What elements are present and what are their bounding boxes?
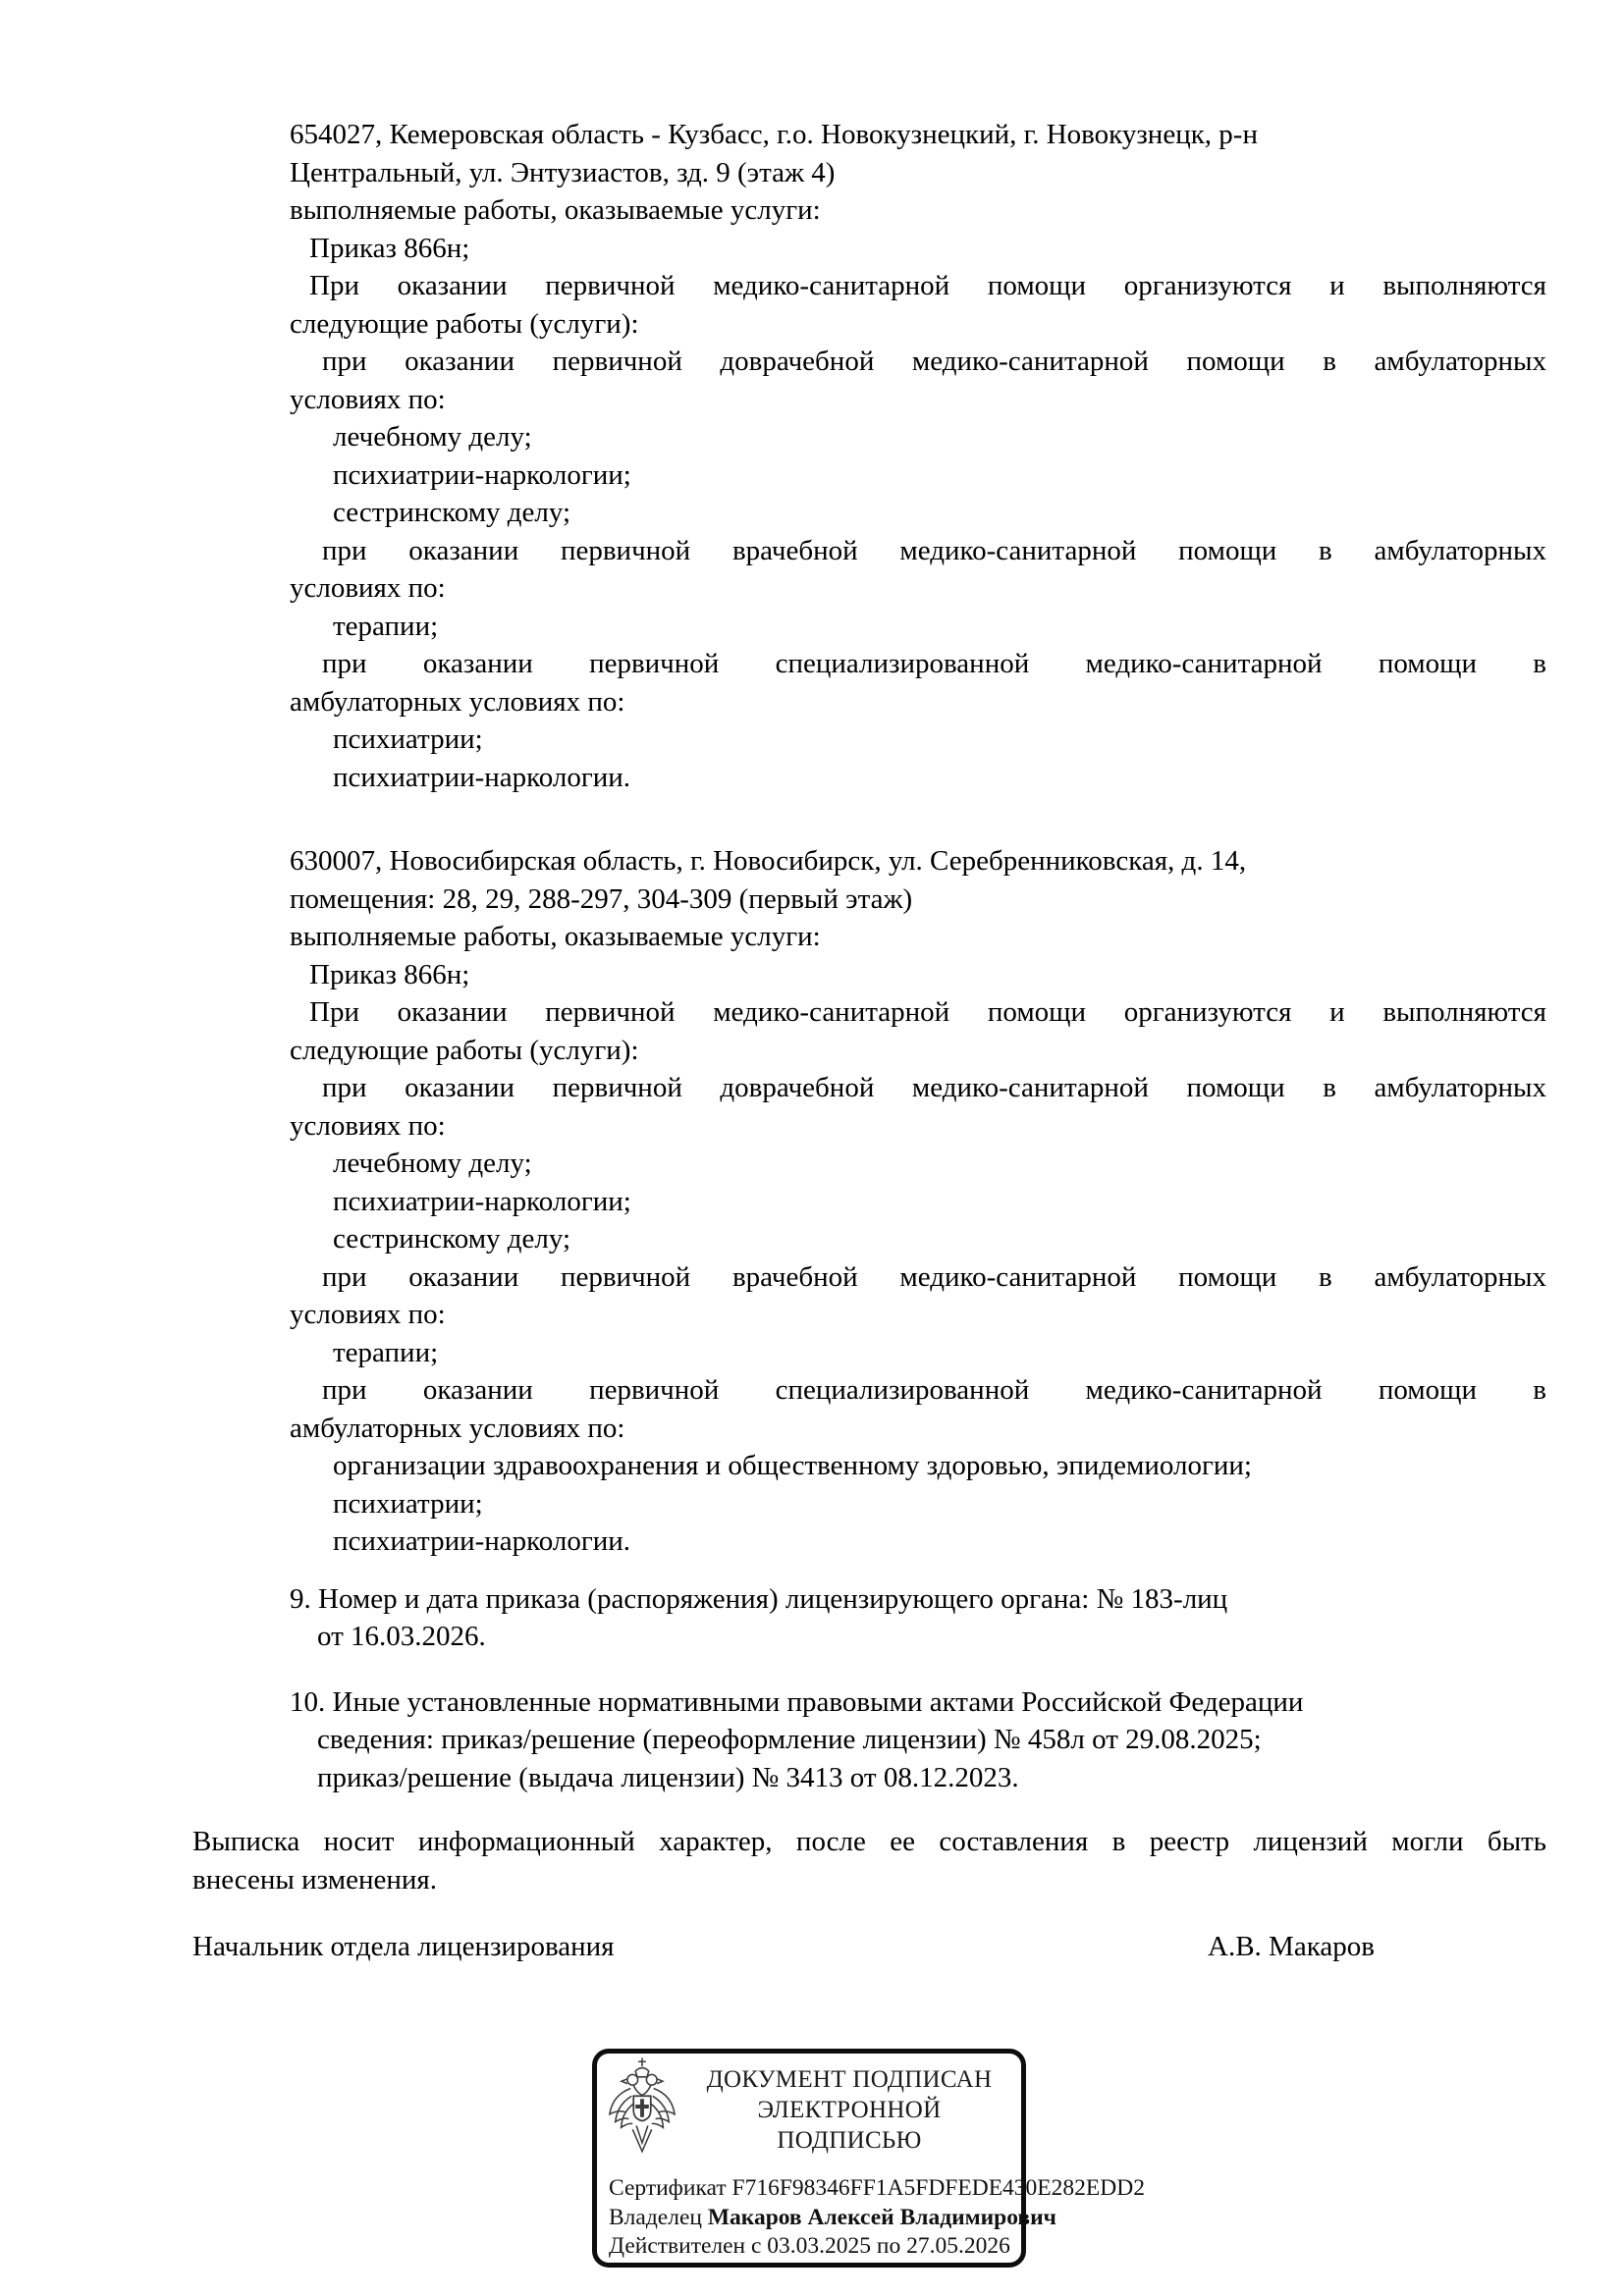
owner-line — [609, 2204, 1056, 2233]
text-line: сестринскому делу; — [333, 1223, 571, 1255]
text-line: условиях по: — [290, 572, 446, 604]
certificate-line — [609, 2174, 1145, 2204]
stamp-header — [607, 2060, 1011, 2163]
vertical-gap — [192, 796, 1546, 842]
signature-row — [192, 1928, 1546, 1967]
owner-name: Макаров Алексей Владимирович — [707, 2204, 1056, 2230]
item-9-order-number — [192, 1580, 1546, 1656]
text-line: при оказании первичной специализированной медико-санитарной помощи в — [322, 648, 1546, 679]
text-line: выполняемые работы, оказываемые услуги: — [290, 194, 821, 226]
text-line: сестринскому делу; — [333, 497, 571, 528]
text-line: психиатрии-наркологии; — [333, 1185, 631, 1217]
text-line: приказ/решение (выдача лицензии) № 3413 от 08.12.2023. — [317, 1761, 1019, 1793]
text-line: условиях по: — [290, 1299, 446, 1330]
text-line: 654027, Кемеровская область - Кузбасс, г.о. Новокузнецкий, г. Новокузнецк, р-н — [290, 119, 1258, 150]
text-line: Приказ 866н; — [309, 958, 470, 990]
text-line: помещения: 28, 29, 288-297, 304-309 (первый этаж) — [290, 882, 913, 915]
text-line: психиатрии-наркологии. — [333, 1525, 631, 1557]
text-line: при оказании первичной доврачебной медико-санитарной помощи в амбулаторных — [322, 346, 1546, 377]
text-line: психиатрии-наркологии. — [333, 761, 631, 793]
text-line: при оказании первичной врачебной медико-санитарной помощи в амбулаторных — [322, 1260, 1546, 1293]
digital-signature-stamp — [592, 2049, 1145, 2268]
stamp-title-line-2: ЭЛЕКТРОННОЙ ПОДПИСЬЮ — [757, 2096, 942, 2154]
stamp-title — [687, 2064, 1011, 2156]
text-line: 10. Иные установленные нормативными правовыми актами Российской Федерации — [290, 1685, 1304, 1718]
item-10-other-info — [192, 1683, 1546, 1797]
text-line: организации здравоохранения и общественному здоровью, эпидемиологии; — [333, 1450, 1252, 1481]
vertical-gap — [192, 1561, 1546, 1580]
section-address-kemerovo — [192, 116, 1546, 796]
text-line: 630007, Новосибирская область, г. Новосибирск, ул. Серебренниковская, д. 14, — [290, 845, 1247, 877]
text-line: амбулаторных условиях по: — [290, 685, 625, 718]
stamp-details — [609, 2174, 1145, 2262]
text-line: внесены изменения. — [192, 1863, 437, 1896]
validity-line: Действителен с 03.03.2025 по 27.05.2026 — [609, 2233, 1010, 2259]
text-line: выполняемые работы, оказываемые услуги: — [290, 921, 821, 952]
text-line: при оказании первичной специализированной медико-санитарной помощи в — [322, 1374, 1546, 1406]
vertical-gap — [192, 1796, 1546, 1823]
text-line: условиях по: — [290, 383, 446, 415]
certificate-value: F716F98346FF1A5FDFEDE430E282EDD2 — [731, 2175, 1145, 2201]
text-line: При оказании первичной медико-санитарной помощи организуются и выполняются — [309, 996, 1546, 1028]
text-line: лечебному делу; — [333, 1148, 532, 1179]
text-line: При оказании первичной медико-санитарной помощи организуются и выполняются — [309, 270, 1546, 301]
text-line: Выписка носит информационный характер, после ее составления в реестр лицензий могли быть — [192, 1826, 1546, 1857]
owner-label: Владелец — [609, 2204, 702, 2230]
text-line: следующие работы (услуги): — [290, 1034, 639, 1066]
signatory-name: А.В. Макаров — [1208, 1931, 1375, 1962]
text-line: 9. Номер и дата приказа (распоряжения) лицензирующего органа: № 183-лиц — [290, 1582, 1228, 1615]
text-line: при оказании первичной врачебной медико-санитарной помощи в амбулаторных — [322, 534, 1546, 566]
text-line: лечебному делу; — [333, 421, 532, 453]
informational-note — [192, 1823, 1546, 1898]
text-line: сведения: приказ/решение (переоформление лицензии) № 458л от 29.08.2025; — [317, 1724, 1262, 1755]
text-line: психиатрии-наркологии; — [333, 458, 631, 491]
text-line: следующие работы (услуги): — [290, 307, 639, 340]
text-line: терапии; — [333, 610, 439, 642]
text-line: амбулаторных условиях по: — [290, 1412, 625, 1444]
text-line: психиатрии; — [333, 1487, 483, 1520]
roszdravnadzor-eagle-emblem-icon — [607, 2056, 677, 2167]
text-line: Центральный, ул. Энтузиастов, зд. 9 (этаж 4) — [290, 156, 836, 188]
certificate-label: Сертификат — [609, 2175, 727, 2201]
text-line: психиатрии; — [333, 723, 483, 755]
text-line: Приказ 866н; — [309, 232, 470, 264]
vertical-gap — [192, 1656, 1546, 1683]
signatory-role: Начальник отдела лицензирования — [192, 1931, 615, 1962]
text-line: условиях по: — [290, 1109, 446, 1142]
text-line: от 16.03.2026. — [317, 1621, 486, 1652]
text-line: терапии; — [333, 1336, 439, 1368]
document-body — [192, 116, 1546, 1898]
section-address-novosibirsk — [192, 842, 1546, 1561]
text-line: при оказании первичной доврачебной медико-санитарной помощи в амбулаторных — [322, 1072, 1546, 1103]
stamp-title-line-1: ДОКУМЕНТ ПОДПИСАН — [706, 2065, 993, 2093]
